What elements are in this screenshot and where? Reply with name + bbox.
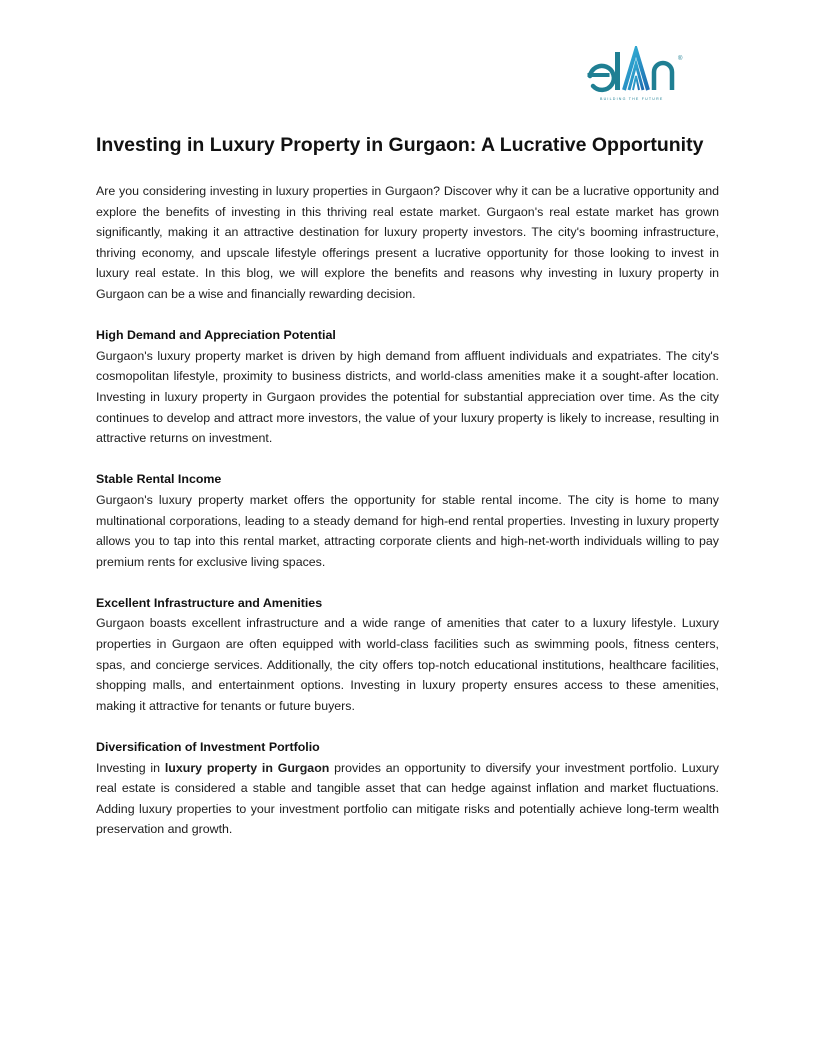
section-heading: Stable Rental Income: [96, 472, 222, 487]
section-paragraph: Gurgaon boasts excellent infrastructure and a wide range of amenities that cater to a luxury lifestyle. Luxury properties in Gurgaon are often equipped with world-class facilities such as swimming pools, fitness centers, spas, and concierge services. Additionally, the city offers top-notch educational institutions, healthcare facilities, shopping malls, and entertainment options. Investing in luxury property ensures access to these amenities, making it attractive for tenants or future buyers.: [96, 616, 719, 713]
section-diversification: [96, 737, 719, 840]
section-infrastructure: [96, 593, 719, 717]
article-body: [96, 181, 719, 840]
section-paragraph: [96, 758, 719, 840]
paragraph-text: provides an opportunity to diversify your investment portfolio. Luxury real estate is considered a stable and tangible asset that can hedge against inflation and market fluctuations. Adding luxury properties to your investment portfolio can mitigate risks and potentially achieve long-term wealth preservation and growth.: [96, 760, 719, 837]
elan-logo: [586, 46, 686, 104]
section-heading: Diversification of Investment Portfolio: [96, 740, 320, 755]
section-paragraph: Gurgaon's luxury property market offers the opportunity for stable rental income. The city is home to many multinational corporations, leading to a steady demand for high-end rental properties. Investing in luxury property allows you to tap into this rental market, attracting corporate clients and high-net-worth individuals willing to pay premium rents for exclusive living spaces.: [96, 492, 719, 569]
article-title: Investing in Luxury Property in Gurgaon: A Lucrative Opportunity: [96, 134, 704, 156]
registered-mark: ®: [678, 56, 683, 62]
keyword-link-text: luxury property in Gurgaon: [164, 760, 330, 775]
section-paragraph: Gurgaon's luxury property market is driven by high demand from affluent individuals and expatriates. The city's cosmopolitan lifestyle, proximity to business districts, and world-class amenities make it a sought-after location. Investing in luxury property in Gurgaon provides the potential for substantial appreciation over time. As the city continues to develop and attract more investors, the value of your luxury property is likely to increase, resulting in attractive returns on investment.: [96, 348, 719, 446]
logo-tagline: BUILDING THE FUTURE: [600, 97, 664, 101]
elan-logo-mark: [586, 46, 686, 104]
section-heading: High Demand and Appreciation Potential: [96, 328, 336, 343]
section-high-demand: [96, 325, 719, 449]
paragraph-text: Investing in: [96, 760, 165, 775]
section-heading: Excellent Infrastructure and Amenities: [96, 595, 323, 610]
section-rental-income: [96, 469, 719, 572]
intro-paragraph: Are you considering investing in luxury properties in Gurgaon? Discover why it can be a lucrative opportunity and explore the benefits of investing in this thriving real estate market. Gurgaon's real estate market has grown significantly, making it an attractive destination for luxury property investors. The city's booming infrastructure, thriving economy, and upscale lifestyle offerings present a lucrative opportunity for those looking to invest in luxury real estate. In this blog, we will explore the benefits and reasons why investing in luxury property in Gurgaon can be a wise and financially rewarding decision.: [96, 184, 719, 301]
